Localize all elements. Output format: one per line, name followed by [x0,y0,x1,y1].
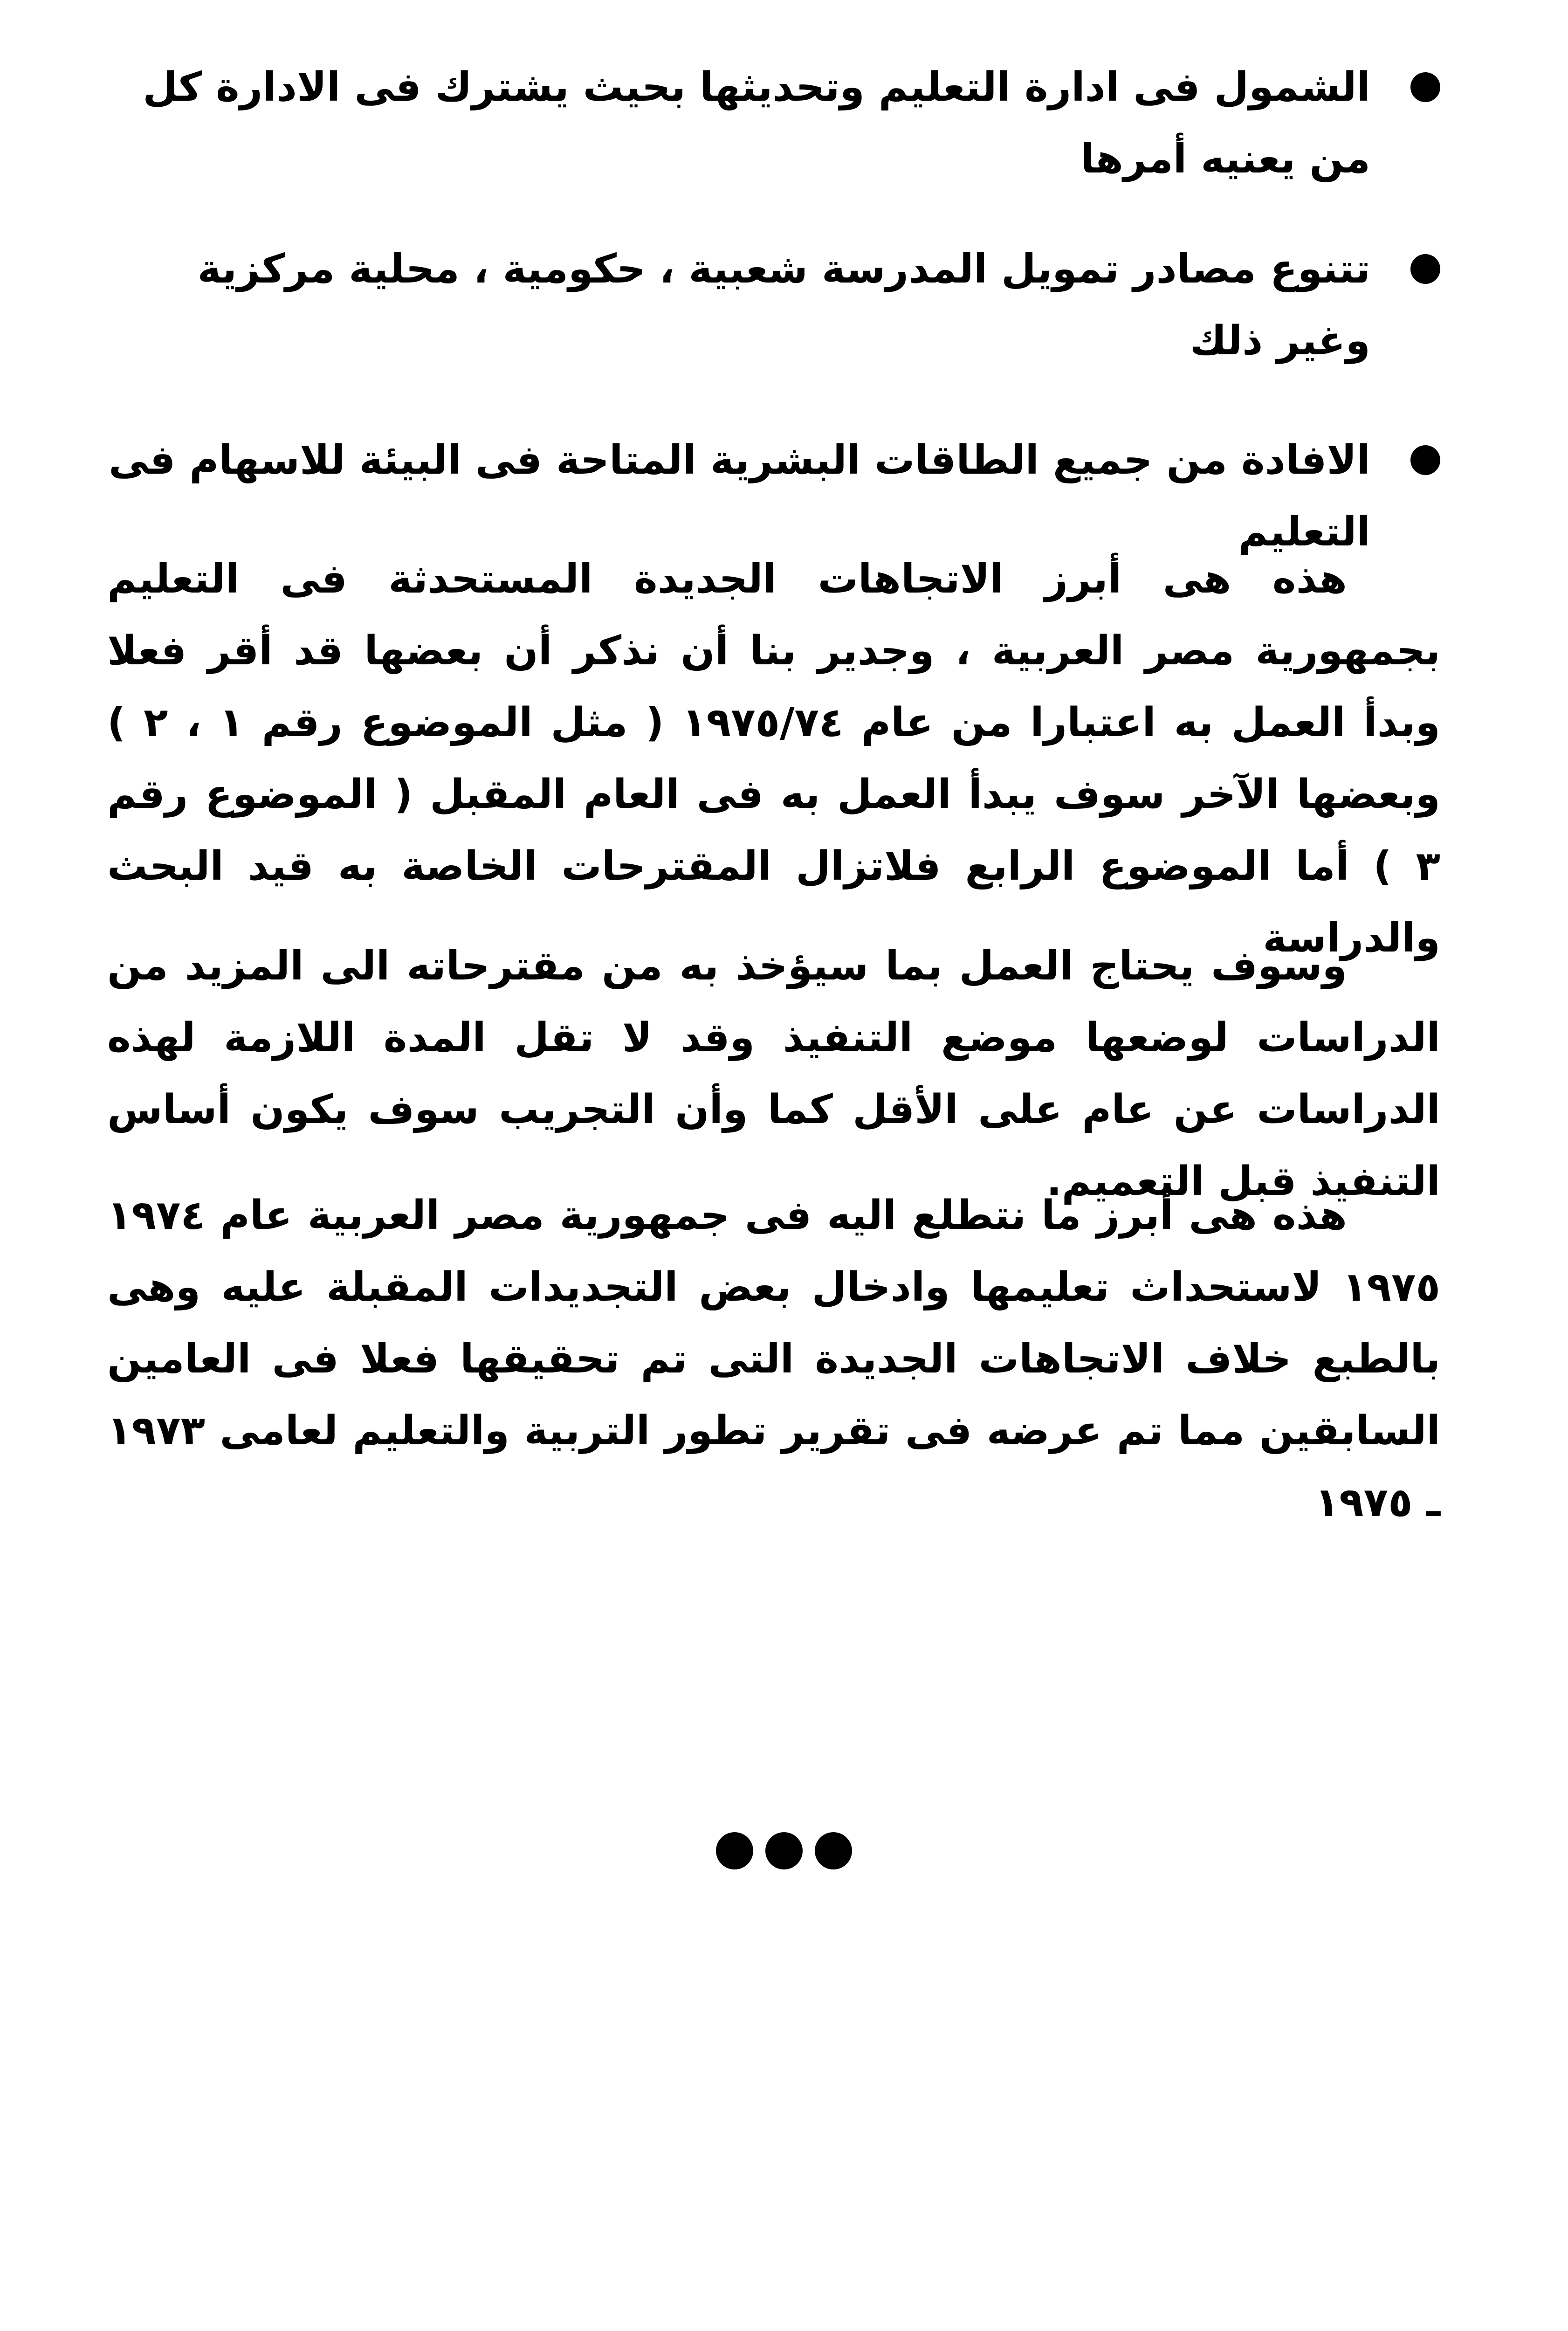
bullet-text-1: الشمول فى ادارة التعليم وتحديثها بحيث يشترك فى الادارة كل من يعنيه أمرها [143,64,1370,182]
bullet-dot-icon [1410,254,1440,284]
section-end-ornament [0,1832,1568,1869]
ornament-dot-icon [765,1832,803,1869]
ornament-dot-icon [815,1832,852,1869]
bullet-item-1 [107,51,1440,195]
paragraph-2: وسوف يحتاج العمل بما سيؤخذ به من مقترحاته الى المزيد من الدراسات لوضعها موضع التنفيذ وقد لا تقل المدة اللازمة لهذه الدراسات عن عام على الأقل كما وأن التجريب سوف يكون أساس التنفيذ قبل التعميم. [107,943,1440,1205]
paragraph-1: هذه هى أبرز الاتجاهات الجديدة المستحدثة فى التعليم بجمهورية مصر العربية ، وجدير بنا أن نذكر أن بعضها قد أقر فعلا وبدأ العمل به اعتبارا من عام ١٩٧٥/٧٤ ( مثل الموضوع رقم ١ ، ٢ ) وبعضها الآخر سوف يبدأ العمل به فى العام المقبل ( الموضوع رقم ٣ ) أما الموضوع الرابع فلاتزال المقترحات الخاصة به قيد البحث والدراسة [107,556,1440,961]
bullet-item-2 [107,233,1440,377]
bullet-dot-icon [1410,72,1440,102]
bullet-text-3: الافادة من جميع الطاقات البشرية المتاحة فى البيئة للاسهام فى التعليم [109,437,1370,555]
bullet-text-2: تتنوع مصادر تمويل المدرسة شعبية ، حكومية ، محلية مركزية وغير ذلك [197,246,1370,364]
bullet-dot-icon [1410,445,1440,475]
paragraph-3: هذه هى أبرز ما نتطلع اليه فى جمهورية مصر العربية عام ١٩٧٤ ١٩٧٥ لاستحداث تعليمها وادخال بعض التجديدات المقبلة عليه وهى بالطبع خلاف الاتجاهات الجديدة التى تم تحقيقها فعلا فى العامين السابقين مما تم عرضه فى تقرير تطور التربية والتعليم لعامى ١٩٧٣ ـ ١٩٧٥ [107,1192,1440,1526]
ornament-dot-icon [716,1832,753,1869]
